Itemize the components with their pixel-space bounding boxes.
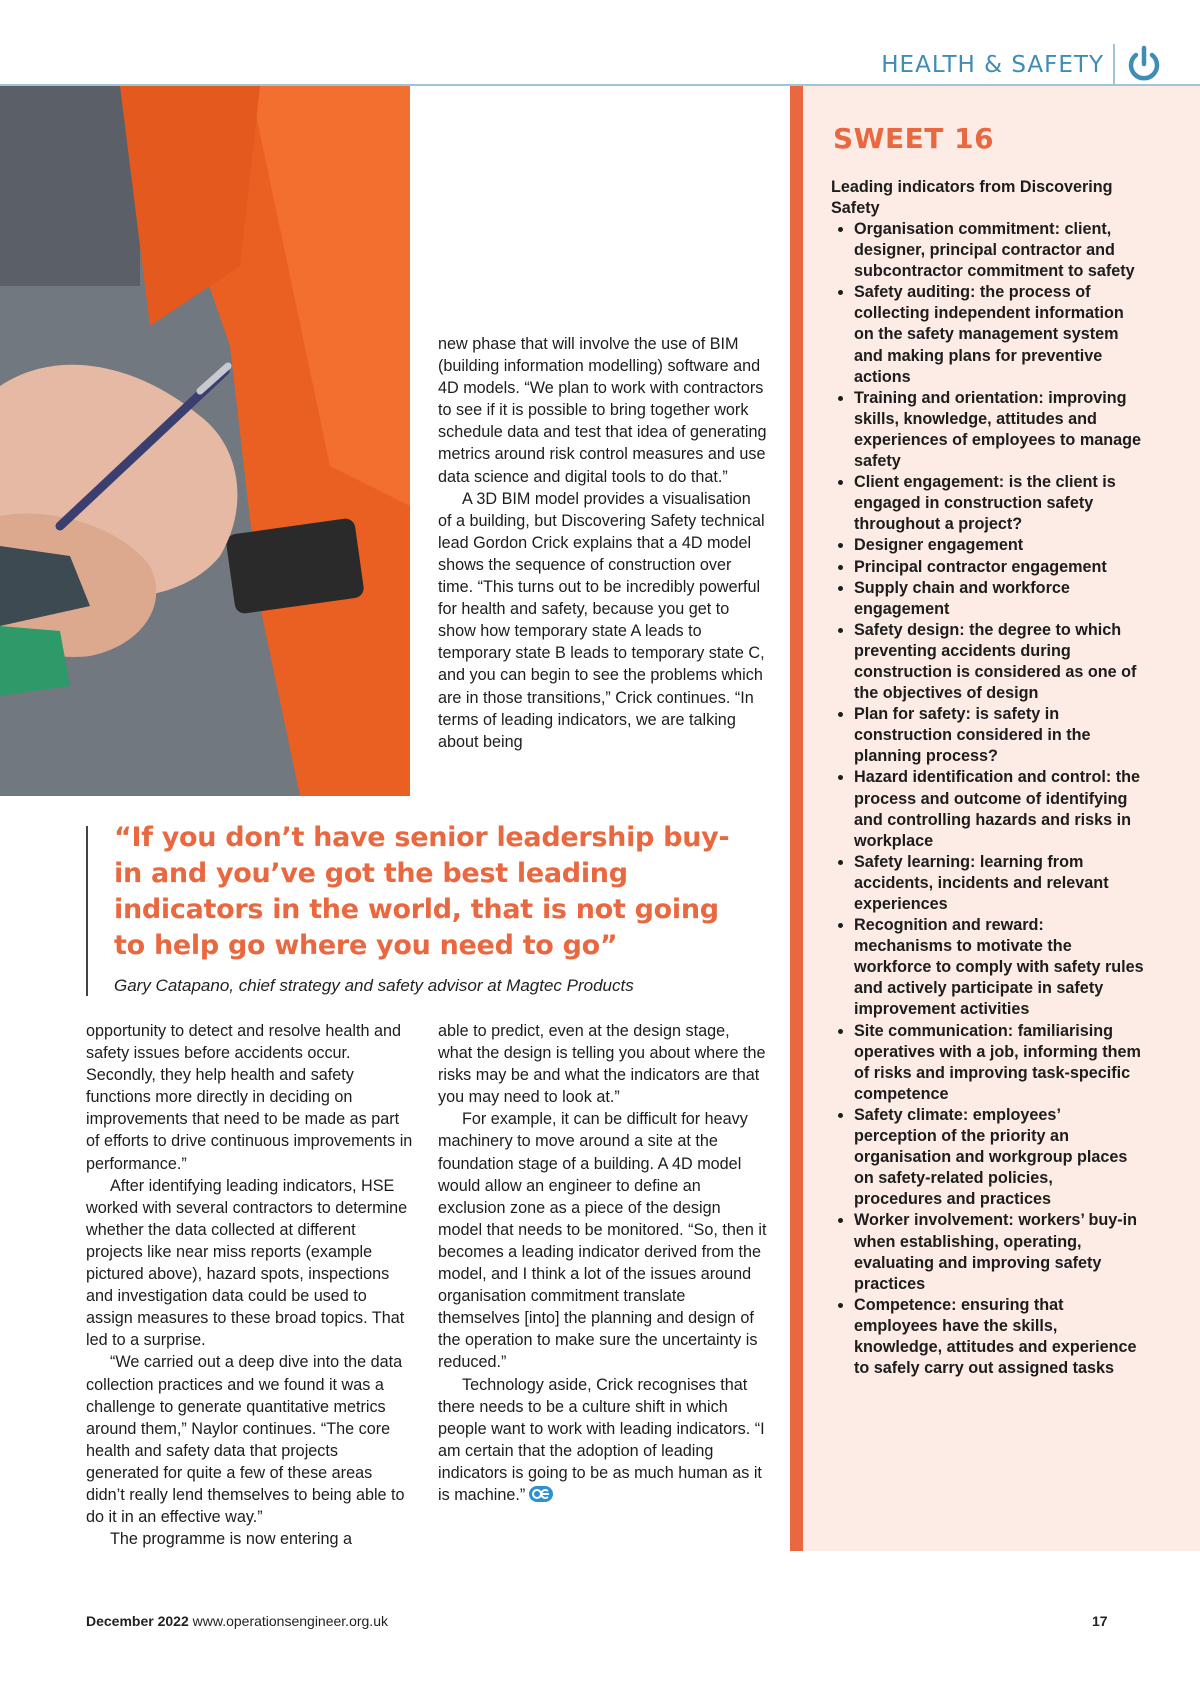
page-number: 17 xyxy=(1092,1613,1108,1629)
list-item: • Recognition and reward: mechanisms to motivate the workforce to comply with safety rules and actively participate in safety improvement activities xyxy=(854,915,1144,1020)
paragraph-last xyxy=(438,1374,768,1507)
paragraph: opportunity to detect and resolve health and safety issues before accidents occur. Secondly, they help health and safety functions more directly in deciding on improvements that need to be made as part of efforts to drive continuous improvements in performance.” xyxy=(86,1022,413,1173)
paragraph: new phase that will involve the use of BIM (building information modelling) software and 4D models. “We plan to work with contractors to see if it is possible to bring together work schedule data and test that idea of generating metrics around risk control measures and use data science and digital tools to do that.” xyxy=(438,335,767,486)
paragraph-text: Technology aside, Crick recognises that there needs to be a culture shift in which people want to work with leading indicators. “I am certain that the adoption of leading indicators is going to be as much human as it is machine.” xyxy=(438,1375,765,1504)
list-item: • Competence: ensuring that employees have the skills, knowledge, attitudes and experience to safely carry out assigned tasks xyxy=(854,1295,1144,1379)
list-item: • Client engagement: is the client is engaged in construction safety throughout a project? xyxy=(854,472,1144,535)
footer xyxy=(86,1613,388,1629)
list-item: • Safety design: the degree to which preventing accidents during construction is considered as one of the objectives of design xyxy=(854,620,1144,704)
quote-rule xyxy=(86,826,88,996)
list-item: • Principal contractor engagement xyxy=(854,557,1144,578)
paragraph: For example, it can be difficult for heavy machinery to move around a site at the foundation stage of a building. A 4D model would allow an engineer to define an exclusion zone as a piece of the design model that needs to be monitored. “So, then it becomes a leading indicator derived from the model, and I think a lot of the issues around organisation commitment translate themselves [into] the planning and design of the operation to make sure the uncertainty is reduced.” xyxy=(438,1110,767,1372)
sidebar-title: SWEET 16 xyxy=(833,122,995,155)
sidebar-intro: Leading indicators from Discovering Safety xyxy=(831,178,1113,217)
list-item: • Plan for safety: is safety in construction considered in the planning process? xyxy=(854,704,1144,767)
pull-quote: “If you don’t have senior leadership buy-in and you’ve got the best leading indicators in the world, that is not going to help go where you need to go” xyxy=(114,822,730,961)
article-column-bottom-right xyxy=(438,1020,768,1506)
sidebar-list xyxy=(831,219,1144,1379)
oe-logo-icon xyxy=(529,1486,553,1502)
list-item: • Safety learning: learning from accidents, incidents and relevant experiences xyxy=(854,852,1144,915)
paragraph: After identifying leading indicators, HSE worked with several contractors to determine whether the data collected at different projects like near miss reports (example pictured above), hazard spots, inspections and investigation data could be used to assign measures to these broad topics. That led to a surprise. xyxy=(86,1176,408,1350)
article-photo xyxy=(0,86,410,796)
paragraph: A 3D BIM model provides a visualisation of a building, but Discovering Safety technical lead Gordon Crick explains that a 4D model shows the sequence of construction over time. “This turns out to be incredibly powerful for health and safety, because you get to show how temporary state A leads to temporary state B leads to temporary state C, and you can begin to see the problems which are in those transitions,” Crick continues. “In terms of leading indicators, we are talking about being xyxy=(438,489,765,751)
list-item: • Organisation commitment: client, designer, principal contractor and subcontractor commitment to safety xyxy=(854,219,1144,282)
header-separator xyxy=(1113,44,1115,84)
section-label: HEALTH & SAFETY xyxy=(881,52,1104,78)
issue-date: December 2022 xyxy=(86,1613,189,1629)
power-icon xyxy=(1125,44,1163,84)
article-column-bottom-left xyxy=(86,1020,414,1550)
paragraph: “We carried out a deep dive into the data collection practices and we found it was a challenge to generate quantitative metrics around them,” Naylor continues. “The core health and safety data that projects generated for quite a few of these areas didn’t really lend themselves to being able to do it in an effective way.” xyxy=(86,1353,405,1527)
list-item: • Safety climate: employees’ perception of the priority an organisation and workgroup places on safety-related policies, procedures and practices xyxy=(854,1105,1144,1210)
list-item: • Hazard identification and control: the process and outcome of identifying and controlling hazards and risks in workplace xyxy=(854,767,1144,851)
paragraph: The programme is now entering a xyxy=(110,1530,353,1549)
list-item: • Safety auditing: the process of collecting independent information on the safety management system and making plans for preventive actions xyxy=(854,282,1144,387)
photo-hands-pen-tablet-icon xyxy=(0,86,410,796)
article-column-top xyxy=(438,333,768,753)
list-item: • Supply chain and workforce engagement xyxy=(854,578,1144,620)
website-url[interactable]: www.operationsengineer.org.uk xyxy=(192,1613,388,1629)
pull-quote-attribution: Gary Catapano, chief strategy and safety advisor at Magtec Products xyxy=(114,976,634,995)
paragraph: able to predict, even at the design stage, what the design is telling you about where the risks may be and what the indicators are that you may need to look at.” xyxy=(438,1022,766,1107)
list-item: • Site communication: familiarising operatives with a job, informing them of risks and improving task-specific competence xyxy=(854,1021,1144,1105)
sidebar-accent-bar xyxy=(790,86,803,1551)
list-item: • Training and orientation: improving skills, knowledge, attitudes and experiences of employees to manage safety xyxy=(854,388,1144,472)
list-item: • Worker involvement: workers’ buy-in when establishing, operating, evaluating and improving safety practices xyxy=(854,1210,1144,1294)
list-item: • Designer engagement xyxy=(854,535,1144,556)
